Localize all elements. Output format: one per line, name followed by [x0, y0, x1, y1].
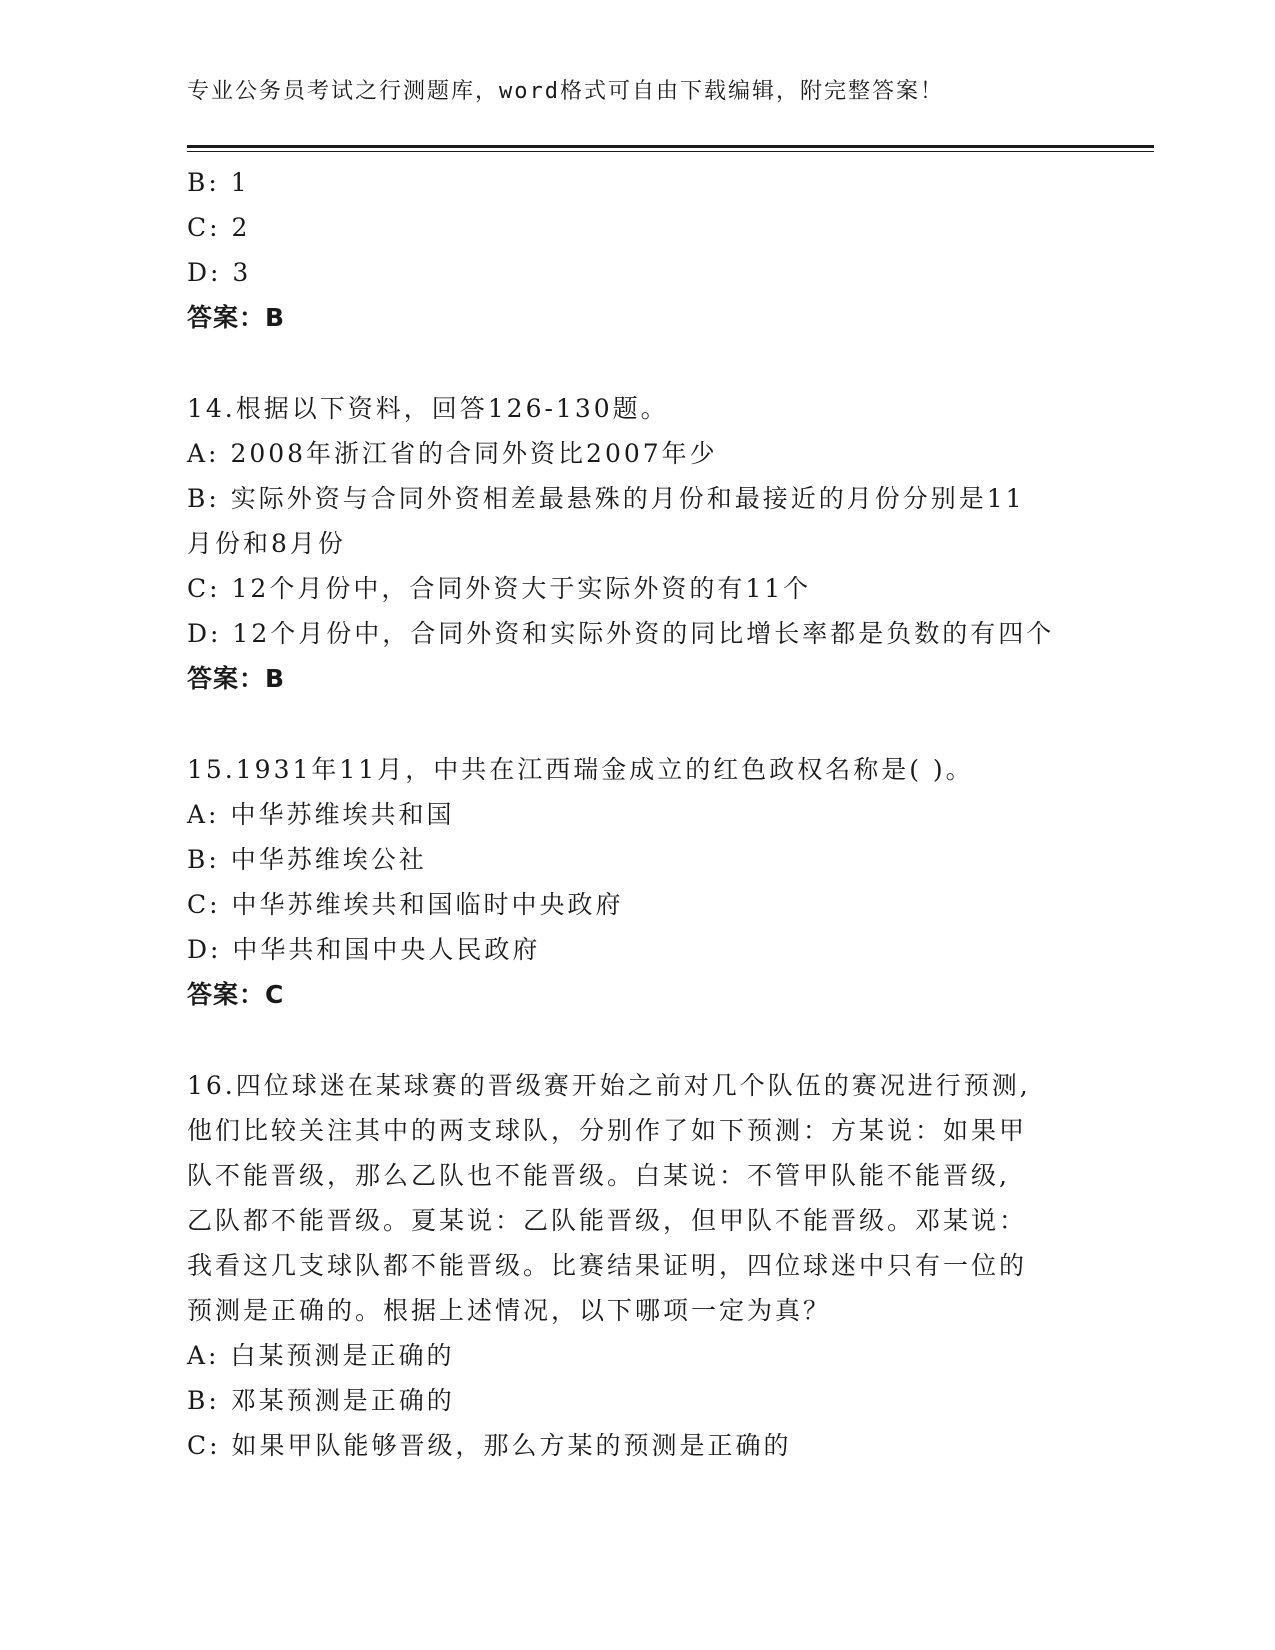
page-header: 专业公务员考试之行测题库，word格式可自由下载编辑，附完整答案！	[187, 79, 944, 104]
option-c	[187, 566, 1107, 611]
header-rule-thick	[187, 145, 1154, 148]
option-b	[187, 1378, 1107, 1423]
question-15	[187, 747, 1107, 1017]
option-c	[187, 882, 1107, 927]
option-text: 中华苏维埃公社	[230, 845, 427, 874]
option-b	[187, 476, 1107, 521]
option-label: D:	[187, 935, 222, 964]
option-label: D:	[187, 619, 222, 648]
option-text: 如果甲队能够晋级，那么方某的预测是正确的	[231, 1431, 792, 1460]
question-stem-line: 队不能晋级，那么乙队也不能晋级。白某说：不管甲队能不能晋级,	[187, 1161, 1010, 1190]
option-c	[187, 205, 1107, 250]
question-stem: 15.1931年11月，中共在江西瑞金成立的红色政权名称是( )。	[187, 755, 974, 784]
option-label: A:	[187, 439, 220, 468]
option-text: 2	[231, 213, 251, 242]
option-text: 实际外资与合同外资相差最悬殊的月份和最接近的月份分别是11	[230, 484, 1025, 513]
option-text: 12个月份中，合同外资大于实际外资的有11个	[231, 574, 812, 603]
question-14	[187, 386, 1107, 701]
option-label: C:	[187, 213, 221, 242]
question-stem-line: 预测是正确的。根据上述情况，以下哪项一定为真？	[187, 1296, 832, 1325]
option-text: 3	[232, 258, 252, 287]
answer-line: 答案：B	[187, 664, 286, 693]
option-text: 月份和8月份	[187, 529, 346, 558]
question-content	[187, 160, 1107, 1468]
option-a	[187, 792, 1107, 837]
question-13-tail	[187, 160, 1107, 340]
question-stem-line: 我看这几支球队都不能晋级。比赛结果证明，四位球迷中只有一位的	[187, 1251, 1028, 1280]
spacer	[187, 701, 1107, 747]
answer-line: 答案：C	[187, 980, 285, 1009]
option-a	[187, 431, 1107, 476]
question-stem-line: 乙队都不能晋级。夏某说：乙队能晋级，但甲队不能晋级。邓某说：	[187, 1206, 1028, 1235]
option-label: B:	[187, 484, 220, 513]
spacer	[187, 1017, 1107, 1063]
option-text: 2008年浙江省的合同外资比2007年少	[230, 439, 718, 468]
option-text: 中华共和国中央人民政府	[232, 935, 541, 964]
header-rule-thin	[187, 151, 1154, 152]
option-label: C:	[187, 890, 221, 919]
question-stem-line: 他们比较关注其中的两支球队，分别作了如下预测：方某说：如果甲	[187, 1116, 1028, 1145]
option-text: 邓某预测是正确的	[230, 1386, 455, 1415]
option-text: 白某预测是正确的	[230, 1341, 455, 1370]
option-label: A:	[187, 1341, 220, 1370]
option-text: 中华苏维埃共和国临时中央政府	[231, 890, 624, 919]
option-d	[187, 250, 1107, 295]
option-text: 1	[230, 168, 250, 197]
spacer	[187, 340, 1107, 386]
option-label: D:	[187, 258, 222, 287]
question-stem-line: 16.四位球迷在某球赛的晋级赛开始之前对几个队伍的赛况进行预测,	[187, 1071, 1031, 1100]
option-label: C:	[187, 1431, 221, 1460]
option-text: 12个月份中，合同外资和实际外资的同比增长率都是负数的有四个	[232, 619, 1055, 648]
option-c	[187, 1423, 1107, 1468]
option-label: C:	[187, 574, 221, 603]
question-stem: 14.根据以下资料，回答126-130题。	[187, 394, 669, 423]
option-label: B:	[187, 845, 220, 874]
option-a	[187, 1333, 1107, 1378]
option-b	[187, 160, 1107, 205]
option-b	[187, 837, 1107, 882]
answer-line: 答案：B	[187, 303, 286, 332]
option-d	[187, 927, 1107, 972]
option-label: B:	[187, 168, 220, 197]
option-text: 中华苏维埃共和国	[230, 800, 455, 829]
option-label: B:	[187, 1386, 220, 1415]
option-label: A:	[187, 800, 220, 829]
option-b-continued	[187, 521, 1107, 566]
option-d	[187, 611, 1107, 656]
question-16	[187, 1063, 1107, 1468]
